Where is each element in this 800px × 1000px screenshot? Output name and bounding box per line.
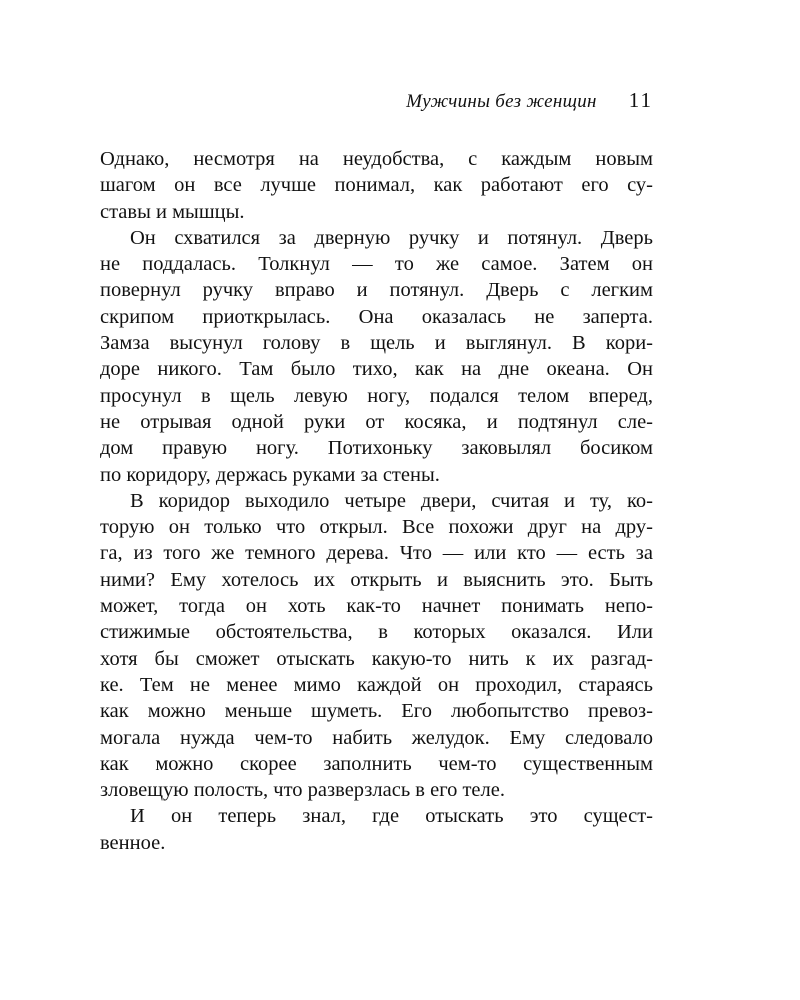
text-line: по коридору, держась руками за стены.: [100, 463, 440, 486]
text-line: стижимые обстоятельства, в которых оказался. Или: [100, 621, 653, 644]
text-line: Замза высунул голову в щель и выглянул. В кори-: [100, 332, 653, 355]
text-line: ними? Ему хотелось их открыть и выяснить это. Быть: [100, 568, 653, 591]
paragraph-3: [100, 488, 653, 804]
paragraph-1: [100, 146, 653, 225]
text-line: повернул ручку вправо и потянул. Дверь с легким: [100, 279, 653, 302]
text-line: хотя бы сможет отыскать какую-то нить к их разгад-: [100, 647, 653, 670]
text-line: доре никого. Там было тихо, как на дне океана. Он: [100, 358, 653, 381]
text-line: И он теперь знал, где отыскать это сущест-: [130, 805, 653, 828]
paragraph-4: [100, 803, 653, 856]
text-line: дом правую ногу. Потихоньку заковылял босиком: [100, 437, 653, 460]
text-line: В коридор выходило четыре двери, считая и ту, ко-: [130, 489, 653, 512]
text-line: не поддалась. Толкнул — то же самое. Затем он: [100, 253, 653, 276]
page-number: 11: [628, 88, 653, 112]
text-line: ке. Тем не менее мимо каждой он проходил, стараясь: [100, 673, 653, 696]
text-line: венное.: [100, 831, 166, 854]
text-line: шагом он все лучше понимал, как работают его су-: [100, 174, 653, 197]
text-line: просунул в щель левую ногу, подался телом вперед,: [100, 384, 653, 407]
running-title: Мужчины без женщин: [406, 91, 597, 112]
text-line: скрипом приоткрылась. Она оказалась не заперта.: [100, 305, 653, 328]
text-line: Однако, несмотря на неудобства, с каждым новым: [100, 148, 653, 170]
text-line: как можно меньше шуметь. Его любопытство превоз-: [100, 700, 653, 723]
text-line: га, из того же темного дерева. Что — или кто — есть за: [100, 542, 653, 565]
text-line: Он схватился за дверную ручку и потянул. Дверь: [130, 226, 653, 249]
text-line: торую он только что открыл. Все похожи друг на дру-: [100, 516, 653, 539]
text-line: ставы и мышцы.: [100, 200, 245, 223]
text-line: зловещую полость, что разверзлась в его теле.: [100, 779, 505, 802]
running-head: [100, 88, 653, 118]
text-line: могала нужда чем-то набить желудок. Ему следовало: [100, 726, 653, 749]
text-line: как можно скорее заполнить чем-то существенным: [100, 752, 653, 775]
paragraph-2: [100, 225, 653, 488]
text-line: не отрывая одной руки от косяка, и подтянул сле-: [100, 410, 653, 433]
body-text: [100, 146, 653, 856]
text-line: может, тогда он хоть как-то начнет понимать непо-: [100, 595, 653, 618]
